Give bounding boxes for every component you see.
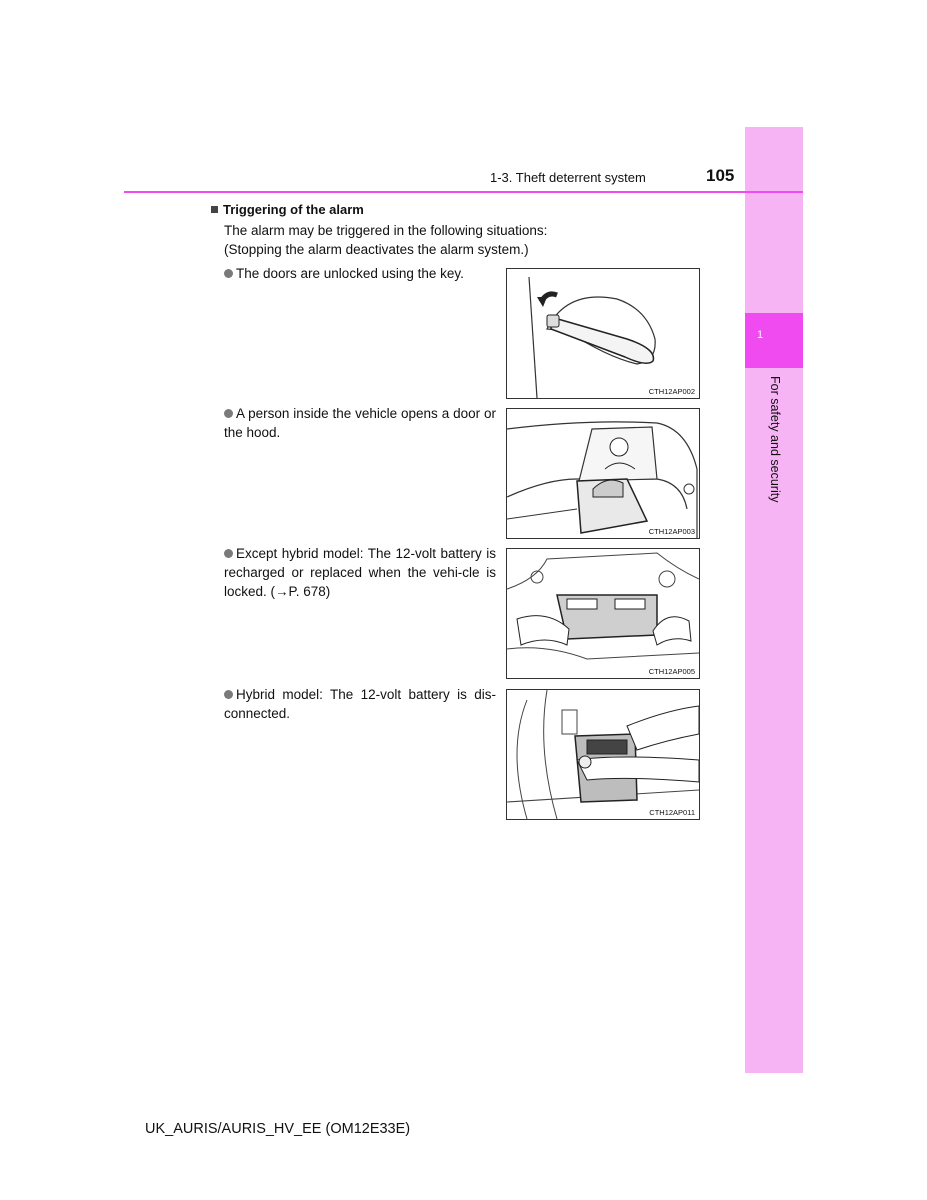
square-bullet-icon xyxy=(211,206,218,213)
bullet-dot-icon xyxy=(224,269,233,278)
section-heading-text: Triggering of the alarm xyxy=(223,202,364,217)
section-intro xyxy=(224,221,604,259)
chapter-number: 1 xyxy=(757,329,764,341)
figure-code: CTH12AP005 xyxy=(648,667,695,676)
list-item xyxy=(224,264,496,283)
intro-line-2: (Stopping the alarm deactivates the alarm system.) xyxy=(224,242,529,257)
chapter-side-tab xyxy=(745,127,803,1073)
footer-document-id: UK_AURIS/AURIS_HV_EE (OM12E33E) xyxy=(145,1121,411,1137)
running-header-title: 1-3. Theft deterrent system xyxy=(490,170,646,185)
page-number: 105 xyxy=(706,166,735,185)
person-in-car-illustration xyxy=(507,409,699,538)
list-item-text: Except hybrid model: The 12-volt battery is recharged or replaced when the vehi-cle is locked. (→P. 678) xyxy=(224,546,496,599)
intro-line-1: The alarm may be triggered in the following situations: xyxy=(224,223,548,238)
door-handle-key-illustration xyxy=(507,269,699,398)
list-item xyxy=(224,685,496,723)
header-divider xyxy=(124,191,803,193)
figure-battery-replaced xyxy=(506,548,700,679)
hybrid-battery-disconnect-illustration xyxy=(507,690,699,819)
list-item-text: Hybrid model: The 12-volt battery is dis-connected. xyxy=(224,687,496,721)
engine-bay-battery-illustration xyxy=(507,549,699,678)
figure-door-unlock xyxy=(506,268,700,399)
bullet-dot-icon xyxy=(224,409,233,418)
list-item-text: The doors are unlocked using the key. xyxy=(236,266,464,281)
list-item xyxy=(224,404,496,442)
list-item-text: A person inside the vehicle opens a door or the hood. xyxy=(224,406,496,440)
figure-code: CTH12AP011 xyxy=(649,808,695,817)
chapter-number-tab[interactable] xyxy=(745,313,803,368)
bullet-dot-icon xyxy=(224,549,233,558)
figure-code: CTH12AP003 xyxy=(648,527,695,536)
bullet-dot-icon xyxy=(224,690,233,699)
section-heading xyxy=(211,202,364,217)
figure-code: CTH12AP002 xyxy=(648,387,695,396)
figure-person-opens-door xyxy=(506,408,700,539)
chapter-label: For safety and security xyxy=(768,376,782,503)
list-item xyxy=(224,544,496,601)
figure-hybrid-battery-disconnect xyxy=(506,689,700,820)
